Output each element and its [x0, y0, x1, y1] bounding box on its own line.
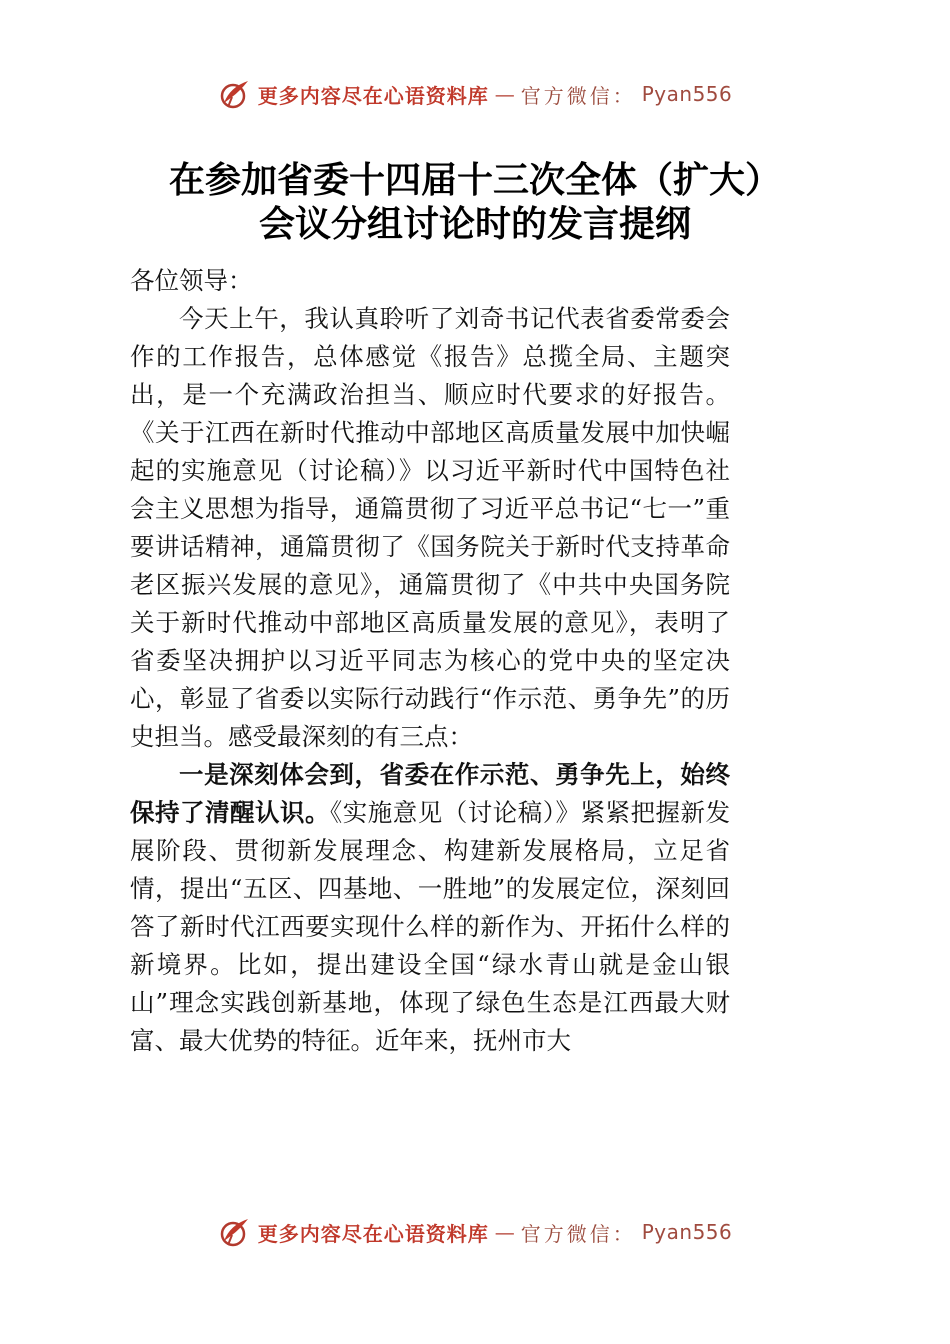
pen-logo-icon	[218, 77, 252, 111]
footer-banner-main: 更多内容尽在心语资料库	[257, 1221, 489, 1246]
salutation: 各位领导：	[130, 266, 253, 295]
footer-banner-sub: 官方微信：	[520, 1221, 636, 1246]
footer-banner-separator: —	[494, 1220, 515, 1244]
header-banner-main: 更多内容尽在心语资料库	[257, 83, 489, 108]
paragraph-2-text: 《实施意见（讨论稿）》紧紧把握新发展阶段、贯彻新发展理念、构建新发展格局，立足省情，提出“五区、四基地、一胜地”的发展定位，深刻回答了新时代江西要实现什么样的新作为、开拓什么样的新境界。比如，提出建设全国“绿水青山就是金山银山”理念实践创新基地，体现了绿色生态是江西最大财富、最大优势的特征。近年来，抚州市大	[130, 798, 730, 1055]
header-banner-separator: —	[494, 82, 515, 106]
footer-banner	[0, 1212, 950, 1252]
header-banner-sub: 官方微信：	[520, 83, 636, 108]
document-body	[130, 262, 730, 1060]
title-line-1: 在参加省委十四届十三次全体（扩大）	[168, 159, 781, 201]
pen-logo-icon	[218, 1215, 252, 1249]
title-line-2: 会议分组讨论时的发言提纲	[258, 203, 691, 245]
document-title	[0, 158, 950, 246]
paragraph-1: 今天上午，我认真聆听了刘奇书记代表省委常委会作的工作报告，总体感觉《报告》总揽全局、主题突出，是一个充满政治担当、顺应时代要求的好报告。《关于江西在新时代推动中部地区高质量发展中加快崛起的实施意见（讨论稿）》以习近平新时代中国特色社会主义思想为指导，通篇贯彻了习近平总书记“七一”重要讲话精神，通篇贯彻了《国务院关于新时代支持革命老区振兴发展的意见》，通篇贯彻了《中共中央国务院关于新时代推动中部地区高质量发展的意见》，表明了省委坚决拥护以习近平同志为核心的党中央的坚定决心，彰显了省委以实际行动践行“作示范、勇争先”的历史担当。感受最深刻的有三点：	[130, 304, 730, 751]
footer-banner-wechat: Pyan556	[641, 1220, 733, 1244]
paragraph-2-lead: 一是深刻体会到，省委在作示范、勇争先上，始终保持了清醒认识。	[130, 760, 730, 827]
header-banner	[0, 74, 950, 114]
header-banner-wechat: Pyan556	[641, 82, 733, 106]
paragraph-2	[130, 756, 730, 1060]
